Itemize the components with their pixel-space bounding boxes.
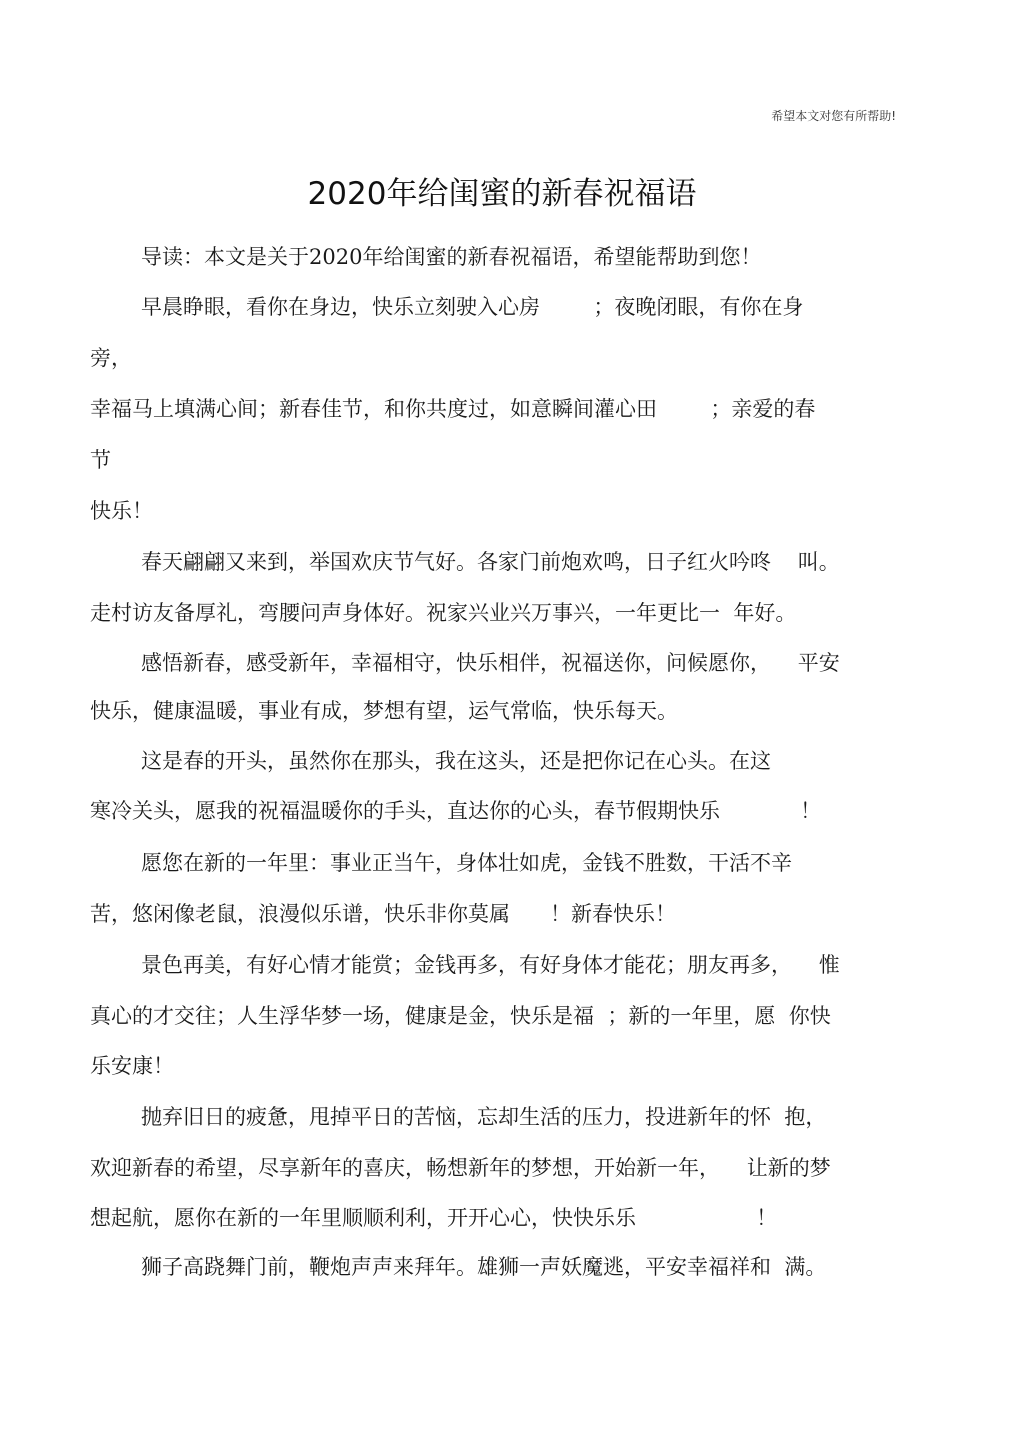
body-line: 导读：本文是关于2020年给闺蜜的新春祝福语，希望能帮助到您！ <box>141 245 762 269</box>
body-line: 苦，悠闲像老鼠，浪漫似乐谱，快乐非你莫属 ！新春快乐！ <box>90 902 677 926</box>
body-line: 欢迎新春的希望，尽享新年的喜庆，畅想新年的梦想，开始新一年， 让新的梦 <box>90 1156 831 1180</box>
body-line: 节 <box>90 448 111 472</box>
body-line: 真心的才交往；人生浮华梦一场，健康是金，快乐是福 ；新的一年里，愿 你快 <box>90 1004 831 1028</box>
body-line: 感悟新春，感受新年，幸福相守，快乐相伴，祝福送你，问候愿你， 平安 <box>141 651 840 675</box>
body-line: 幸福马上填满心间；新春佳节，和你共度过，如意瞬间灌心田 ；亲爱的春 <box>90 397 816 421</box>
body-line: 早晨睁眼，看你在身边，快乐立刻驶入心房 ；夜晚闭眼，有你在身 <box>141 295 804 319</box>
body-line: 这是春的开头，虽然你在那头，我在这头，还是把你记在心头。在这 <box>141 749 771 773</box>
body-line: 春天翩翩又来到，举国欢庆节气好。各家门前炮欢鸣，日子红火吟咚 叫。 <box>141 550 840 574</box>
body-line: 快乐，健康温暖，事业有成，梦想有望，运气常临，快乐每天。 <box>90 699 678 723</box>
header-note: 希望本文对您有所帮助! <box>771 109 896 123</box>
body-line: 乐安康！ <box>90 1054 174 1078</box>
body-line: 旁， <box>90 346 132 370</box>
body-line: 景色再美，有好心情才能赏；金钱再多，有好身体才能花；朋友再多， 惟 <box>141 953 840 977</box>
body-line: 抛弃旧日的疲惫，甩掉平日的苦恼，忘却生活的压力，投进新年的怀 抱， <box>141 1105 827 1129</box>
body-line: 走村访友备厚礼，弯腰问声身体好。祝家兴业兴万事兴，一年更比一 年好。 <box>90 601 797 625</box>
body-line: 快乐！ <box>90 499 153 523</box>
body-line: 愿您在新的一年里：事业正当午，身体壮如虎，金钱不胜数，干活不辛 <box>141 851 792 875</box>
body-line: 寒冷关头，愿我的祝福温暖你的手头，直达你的心头，春节假期快乐 ！ <box>90 799 822 823</box>
body-line: 狮子高跷舞门前，鞭炮声声来拜年。雄狮一声妖魔逃，平安幸福祥和 满。 <box>141 1255 827 1279</box>
document-title: 2020年给闺蜜的新春祝福语 <box>307 176 697 212</box>
body-line: 想起航，愿你在新的一年里顺顺利利，开开心心，快快乐乐 ！ <box>90 1206 778 1230</box>
